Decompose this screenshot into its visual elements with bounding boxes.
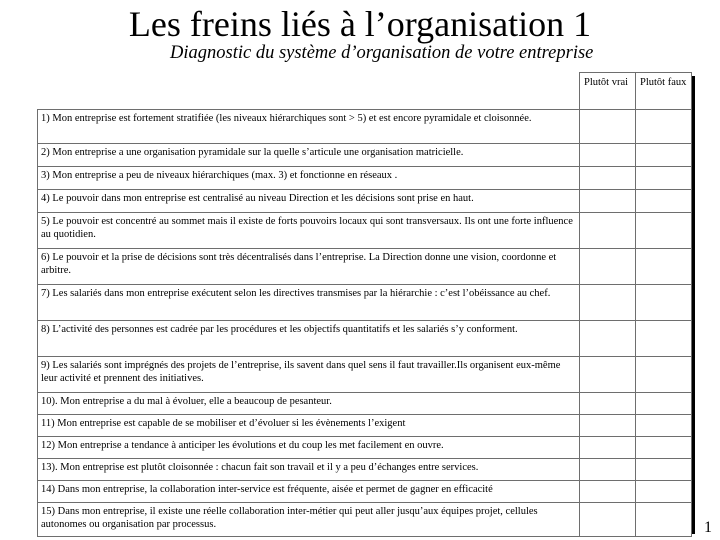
criterion-text: 12) Mon entreprise a tendance à anticiper les évolutions et du coup les met facilement en ouvre. <box>38 437 580 459</box>
answer-cell-faux[interactable] <box>636 144 692 167</box>
answer-cell-faux[interactable] <box>636 437 692 459</box>
answer-cell-faux[interactable] <box>636 321 692 357</box>
table-row <box>38 144 692 167</box>
criterion-text: 5) Le pouvoir est concentré au sommet mais il existe de forts pouvoirs locaux qui sont transversaux. Ils ont une forte influence au quotidien. <box>38 213 580 249</box>
answer-cell-vrai[interactable] <box>580 503 636 537</box>
diagnostic-sheet <box>37 72 695 534</box>
answer-cell-faux[interactable] <box>636 249 692 285</box>
table-header-row <box>38 73 692 110</box>
criterion-text: 11) Mon entreprise est capable de se mobiliser et d’évoluer si les évènements l’exigent <box>38 415 580 437</box>
table-row <box>38 481 692 503</box>
criterion-text: 1) Mon entreprise est fortement stratifiée (les niveaux hiérarchiques sont > 5) et est encore pyramidale et cloisonnée. <box>38 110 580 144</box>
answer-cell-vrai[interactable] <box>580 285 636 321</box>
answer-cell-faux[interactable] <box>636 415 692 437</box>
answer-cell-faux[interactable] <box>636 393 692 415</box>
answer-cell-faux[interactable] <box>636 167 692 190</box>
answer-cell-faux[interactable] <box>636 503 692 537</box>
answer-cell-vrai[interactable] <box>580 190 636 213</box>
page-title: Les freins liés à l’organisation 1 <box>128 4 592 44</box>
diagnostic-table <box>37 72 692 537</box>
table-row <box>38 167 692 190</box>
answer-cell-vrai[interactable] <box>580 144 636 167</box>
table-row <box>38 503 692 537</box>
criterion-text: 15) Dans mon entreprise, il existe une réelle collaboration inter-métier qui peut aller jusqu’aux équipes projet, cellules autonomes ou organisation par processus. <box>38 503 580 537</box>
table-row <box>38 249 692 285</box>
table-row <box>38 321 692 357</box>
criterion-text: 10). Mon entreprise a du mal à évoluer, elle a beaucoup de pesanteur. <box>38 393 580 415</box>
table-row <box>38 190 692 213</box>
answer-cell-vrai[interactable] <box>580 459 636 481</box>
criterion-text: 2) Mon entreprise a une organisation pyramidale sur la quelle s’articule une organisation matricielle. <box>38 144 580 167</box>
answer-cell-faux[interactable] <box>636 190 692 213</box>
answer-cell-vrai[interactable] <box>580 167 636 190</box>
table-row <box>38 110 692 144</box>
page-number: 1 <box>704 519 712 536</box>
answer-cell-vrai[interactable] <box>580 213 636 249</box>
table-row <box>38 437 692 459</box>
answer-cell-vrai[interactable] <box>580 437 636 459</box>
answer-cell-faux[interactable] <box>636 481 692 503</box>
criterion-text: 6) Le pouvoir et la prise de décisions sont très décentralisés dans l’entreprise. La Direction donne une vision, coordonne et arbitre. <box>38 249 580 285</box>
answer-cell-vrai[interactable] <box>580 357 636 393</box>
header-blank-cell <box>38 73 580 110</box>
answer-cell-faux[interactable] <box>636 110 692 144</box>
answer-cell-vrai[interactable] <box>580 110 636 144</box>
criterion-text: 8) L’activité des personnes est cadrée par les procédures et les objectifs quantitatifs et les salariés s’y conforment. <box>38 321 580 357</box>
criterion-text: 7) Les salariés dans mon entreprise exécutent selon les directives transmises par la hiérarchie : c’est l’obéissance au chef. <box>38 285 580 321</box>
column-header-plutot-vrai: Plutôt vrai <box>580 73 636 110</box>
table-row <box>38 285 692 321</box>
criterion-text: 14) Dans mon entreprise, la collaboration inter-service est fréquente, aisée et permet de gagner en efficacité <box>38 481 580 503</box>
answer-cell-faux[interactable] <box>636 459 692 481</box>
answer-cell-vrai[interactable] <box>580 249 636 285</box>
answer-cell-vrai[interactable] <box>580 393 636 415</box>
answer-cell-vrai[interactable] <box>580 481 636 503</box>
table-row <box>38 213 692 249</box>
page-subtitle: Diagnostic du système d’organisation de votre entreprise <box>170 43 594 63</box>
criterion-text: 4) Le pouvoir dans mon entreprise est centralisé au niveau Direction et les décisions sont prise en haut. <box>38 190 580 213</box>
table-row <box>38 357 692 393</box>
answer-cell-vrai[interactable] <box>580 321 636 357</box>
table-row <box>38 415 692 437</box>
answer-cell-faux[interactable] <box>636 285 692 321</box>
answer-cell-faux[interactable] <box>636 357 692 393</box>
table-row <box>38 459 692 481</box>
column-header-plutot-faux: Plutôt faux <box>636 73 692 110</box>
table-row <box>38 393 692 415</box>
answer-cell-vrai[interactable] <box>580 415 636 437</box>
criterion-text: 13). Mon entreprise est plutôt cloisonnée : chacun fait son travail et il y a peu d’échanges entre services. <box>38 459 580 481</box>
answer-cell-faux[interactable] <box>636 213 692 249</box>
criterion-text: 9) Les salariés sont imprégnés des projets de l’entreprise, ils savent dans quel sens il faut travailler.Ils organisent eux-même leur activité et prennent des initiatives. <box>38 357 580 393</box>
criterion-text: 3) Mon entreprise a peu de niveaux hiérarchiques (max. 3) et fonctionne en réseaux . <box>38 167 580 190</box>
